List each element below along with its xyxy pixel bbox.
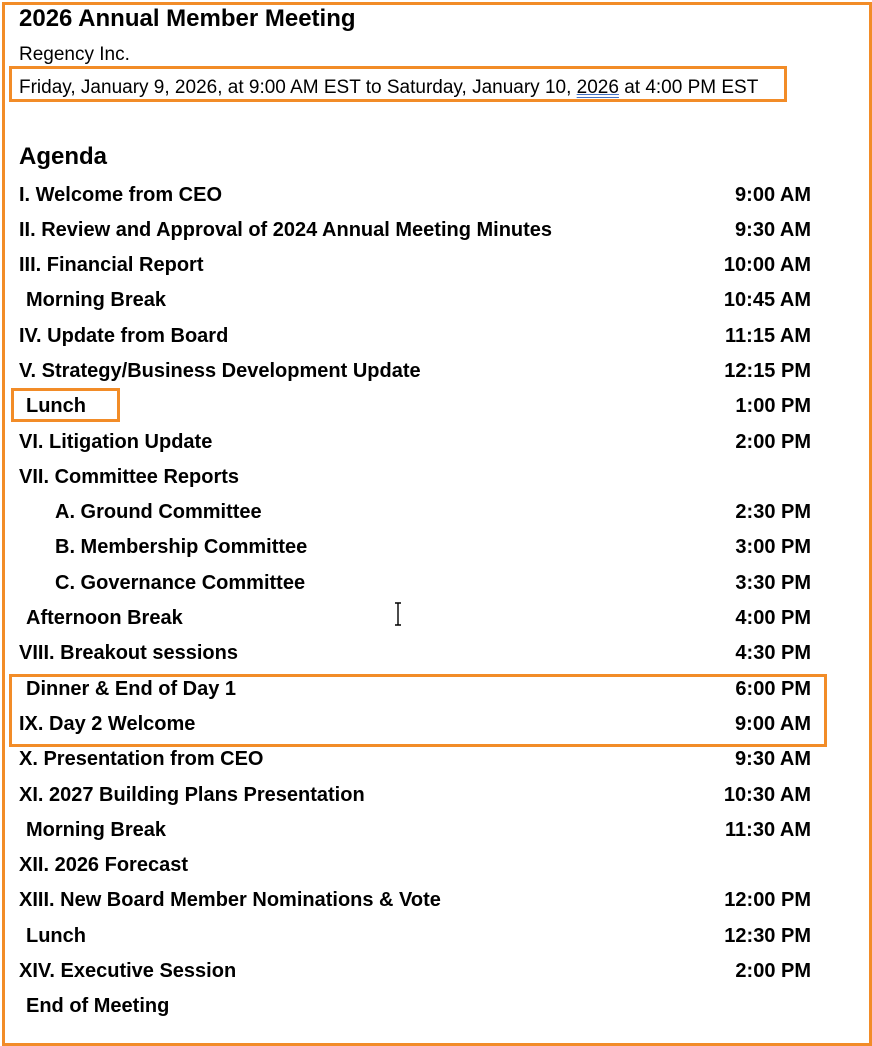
agenda-row[interactable] — [0, 854, 872, 884]
agenda-item-time: 10:00 AM — [723, 254, 811, 276]
agenda-item-label: X. Presentation from CEO — [19, 748, 264, 770]
agenda-row[interactable] — [0, 254, 872, 284]
agenda-row[interactable] — [0, 431, 872, 461]
agenda-row[interactable] — [0, 325, 872, 355]
agenda-item-time: 6:00 PM — [735, 678, 811, 700]
agenda-item-label: III. Financial Report — [19, 254, 204, 276]
document-title[interactable]: 2026 Annual Member Meeting — [19, 5, 356, 32]
agenda-row[interactable] — [0, 642, 872, 672]
organization-name[interactable]: Regency Inc. — [19, 44, 130, 65]
agenda-item-time: 4:30 PM — [735, 642, 811, 664]
agenda-item-label: Dinner & End of Day 1 — [26, 678, 237, 700]
agenda-item-time: 3:30 PM — [735, 572, 811, 594]
agenda-row[interactable] — [0, 572, 872, 602]
agenda-row[interactable] — [0, 395, 872, 425]
agenda-item-label: Morning Break — [26, 819, 167, 841]
agenda-item-time: 12:30 PM — [724, 925, 811, 947]
agenda-item-label: I. Welcome from CEO — [19, 184, 223, 206]
agenda-item-label: XIV. Executive Session — [19, 960, 237, 982]
agenda-row[interactable] — [0, 819, 872, 849]
agenda-row[interactable] — [0, 219, 872, 249]
agenda-item-label: Lunch — [26, 925, 86, 947]
agenda-item-label: VII. Committee Reports — [19, 466, 240, 488]
agenda-item-label: XI. 2027 Building Plans Presentation — [19, 784, 365, 806]
agenda-item-label: End of Meeting — [26, 995, 170, 1017]
agenda-item-time: 12:15 PM — [724, 360, 811, 382]
text-cursor-icon — [393, 602, 403, 626]
lunch-highlight-box — [11, 388, 120, 422]
agenda-item-time: 9:30 AM — [735, 219, 811, 241]
agenda-item-label: B. Membership Committee — [55, 536, 308, 558]
agenda-item-label: V. Strategy/Business Development Update — [19, 360, 421, 382]
agenda-item-time: 2:30 PM — [735, 501, 811, 523]
agenda-item-label: VI. Litigation Update — [19, 431, 213, 453]
agenda-row[interactable] — [0, 501, 872, 531]
agenda-item-time: 9:00 AM — [735, 713, 811, 735]
agenda-item-time: 2:00 PM — [735, 431, 811, 453]
agenda-item-time: 10:30 AM — [723, 784, 811, 806]
date-prefix: Friday, January 9, 2026, at 9:00 AM EST to Saturday, January 10, — [19, 77, 577, 98]
agenda-row[interactable] — [0, 925, 872, 955]
agenda-item-label: VIII. Breakout sessions — [19, 642, 238, 664]
agenda-item-time: 11:30 AM — [725, 819, 811, 841]
agenda-item-label: XIII. New Board Member Nominations & Vote — [19, 889, 441, 911]
agenda-item-time: 2:00 PM — [735, 960, 811, 982]
agenda-item-time: 3:00 PM — [735, 536, 811, 558]
agenda-row[interactable] — [0, 748, 872, 778]
agenda-item-label: A. Ground Committee — [55, 501, 262, 523]
agenda-row[interactable] — [0, 289, 872, 319]
agenda-item-time: 12:00 PM — [724, 889, 811, 911]
agenda-item-time: 9:00 AM — [735, 184, 811, 206]
agenda-item-label: Morning Break — [26, 289, 167, 311]
agenda-row[interactable] — [0, 960, 872, 990]
agenda-item-label: C. Governance Committee — [55, 572, 306, 594]
agenda-row[interactable] — [0, 607, 872, 637]
agenda-item-time: 9:30 AM — [735, 748, 811, 770]
agenda-item-label: IX. Day 2 Welcome — [19, 713, 196, 735]
agenda-item-time: 11:15 AM — [725, 325, 811, 347]
agenda-row[interactable] — [0, 889, 872, 919]
agenda-item-label: Lunch — [26, 395, 86, 417]
agenda-item-time: 4:00 PM — [735, 607, 811, 629]
agenda-item-label: IV. Update from Board — [19, 325, 229, 347]
agenda-row[interactable] — [0, 466, 872, 496]
date-suffix: at 4:00 PM EST — [618, 77, 759, 98]
agenda-item-label: Afternoon Break — [26, 607, 183, 629]
agenda-row[interactable] — [0, 536, 872, 566]
agenda-row[interactable] — [0, 784, 872, 814]
day-transition-highlight-box — [9, 674, 827, 747]
date-year-flagged[interactable]: 2026 — [576, 77, 619, 98]
agenda-heading[interactable]: Agenda — [19, 143, 108, 170]
agenda-item-time: 1:00 PM — [735, 395, 811, 417]
agenda-row[interactable] — [0, 360, 872, 390]
agenda-item-time: 10:45 AM — [723, 289, 811, 311]
agenda-row[interactable] — [0, 184, 872, 214]
agenda-row[interactable] — [0, 995, 872, 1025]
agenda-item-label: II. Review and Approval of 2024 Annual Meeting Minutes — [19, 219, 553, 241]
meeting-dates[interactable] — [19, 77, 758, 99]
agenda-item-label: XII. 2026 Forecast — [19, 854, 188, 876]
